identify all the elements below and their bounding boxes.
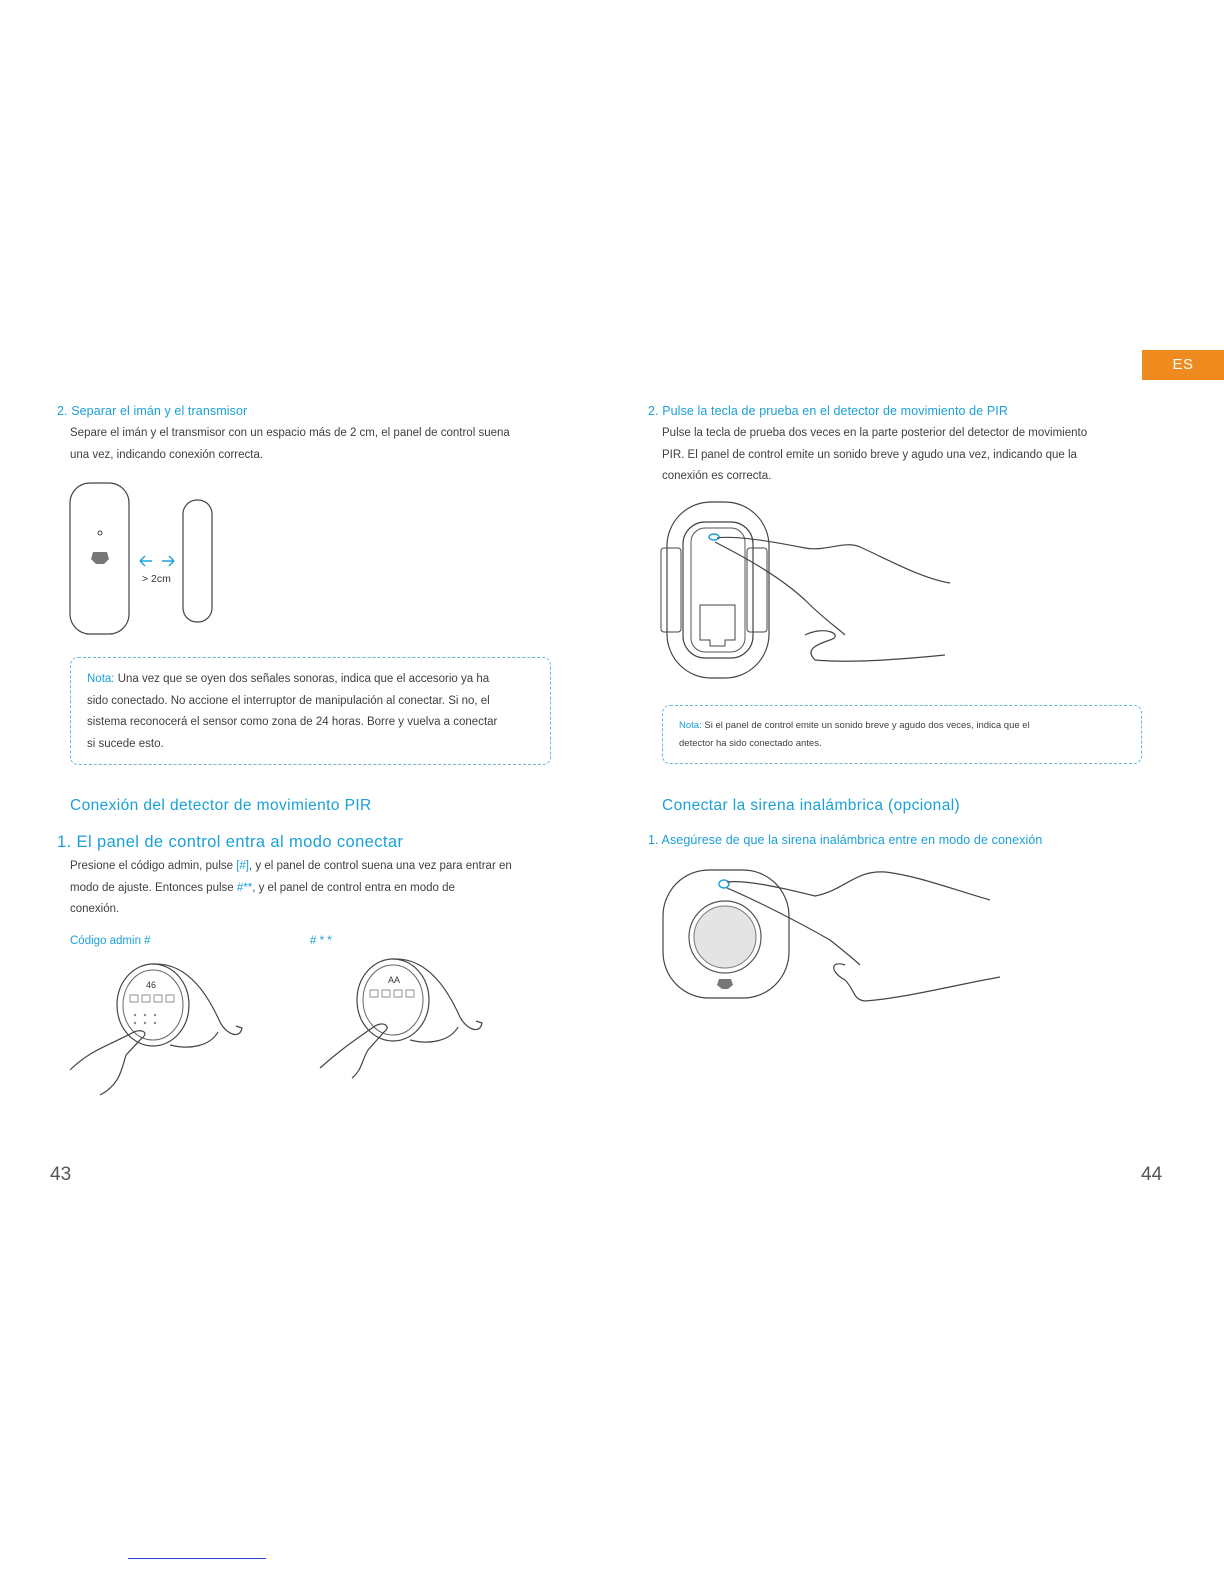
code-run: #** [236, 881, 253, 894]
step1-line [70, 878, 570, 900]
step1-line: conexión. [70, 903, 120, 915]
left-step2-title: 2. Separar el imán y el transmisor [57, 404, 248, 418]
siren-illustration [655, 860, 1005, 1010]
distance-label: > 2cm [142, 573, 171, 585]
logo-icon [91, 552, 109, 564]
control-panel-illustration-1 [60, 960, 260, 1100]
pir-detector-illustration [655, 500, 965, 685]
note-label: Nota: [679, 720, 702, 731]
page-number-left: 43 [50, 1164, 72, 1185]
text-run: , y el panel de control entra en modo de [252, 881, 455, 894]
text-run: , y el panel de control suena una vez para entrar en [249, 860, 512, 872]
note-line-text: Una vez que se oyen dos señales sonoras, indica que el accesorio ya ha [117, 673, 490, 685]
text-run: modo de ajuste. Entonces pulse [70, 881, 237, 894]
right-note-text [679, 717, 1134, 753]
note-label: Nota: [87, 673, 115, 685]
right-step1-title: 1. Asegúrese de que la sirena inalámbrica entre en modo de conexión [648, 833, 1043, 847]
panel-display-1: 46 [146, 980, 157, 990]
right-step2-line: PIR. El panel de control emite un sonido breve y agudo una vez, indicando que la [662, 448, 1077, 461]
note-line: sido conectado. No accione el interruptor de manipulación al conectar. Si no, el [87, 694, 490, 707]
left-step1-title: 1. El panel de control entra al modo conectar [57, 833, 404, 851]
page-number-right: 44 [1141, 1164, 1163, 1185]
right-step2-line: conexión es correcta. [662, 470, 772, 482]
caption-hash-star: # * * [310, 935, 332, 947]
left-section-title: Conexión del detector de movimiento PIR [70, 797, 372, 814]
note-line-text: Si el panel de control emite un sonido breve y agudo dos veces, indica que el [704, 720, 1030, 731]
magnet-transmitter-illustration [60, 475, 230, 645]
footer-rule [128, 1558, 266, 1559]
note-line: sistema reconocerá el sensor como zona de 24 horas. Borre y vuelva a conectar [87, 716, 498, 728]
caption-admin-code: Código admin # [70, 935, 151, 947]
left-note-box [70, 657, 551, 765]
language-badge: ES [1142, 350, 1224, 380]
double-arrow-icon [140, 556, 174, 566]
left-step2-line: Separe el imán y el transmisor con un espacio más de 2 cm, el panel de control suena [70, 427, 510, 439]
right-note-box [662, 705, 1142, 764]
note-line: si sucede esto. [87, 737, 164, 750]
panel-display-2: AA [388, 975, 401, 985]
left-step2-text [70, 423, 570, 466]
right-step2-title: 2. Pulse la tecla de prueba en el detector de movimiento de PIR [648, 404, 1008, 418]
right-step2-text [662, 423, 1162, 488]
code-run: [#] [236, 860, 250, 872]
step1-line [70, 856, 570, 878]
right-step2-line: Pulse la tecla de prueba dos veces en la parte posterior del detector de movimiento [662, 427, 1088, 439]
text-run: Presione el código admin, pulse [70, 860, 237, 872]
note-line [87, 669, 547, 691]
siren-logo-icon [717, 979, 733, 989]
left-step1-text [70, 856, 570, 921]
right-section-title: Conectar la sirena inalámbrica (opcional) [662, 797, 961, 814]
left-step2-line: una vez, indicando conexión correcta. [70, 448, 264, 461]
left-note-text [87, 669, 547, 755]
note-line [679, 717, 1134, 735]
note-line: detector ha sido conectado antes. [679, 738, 822, 749]
